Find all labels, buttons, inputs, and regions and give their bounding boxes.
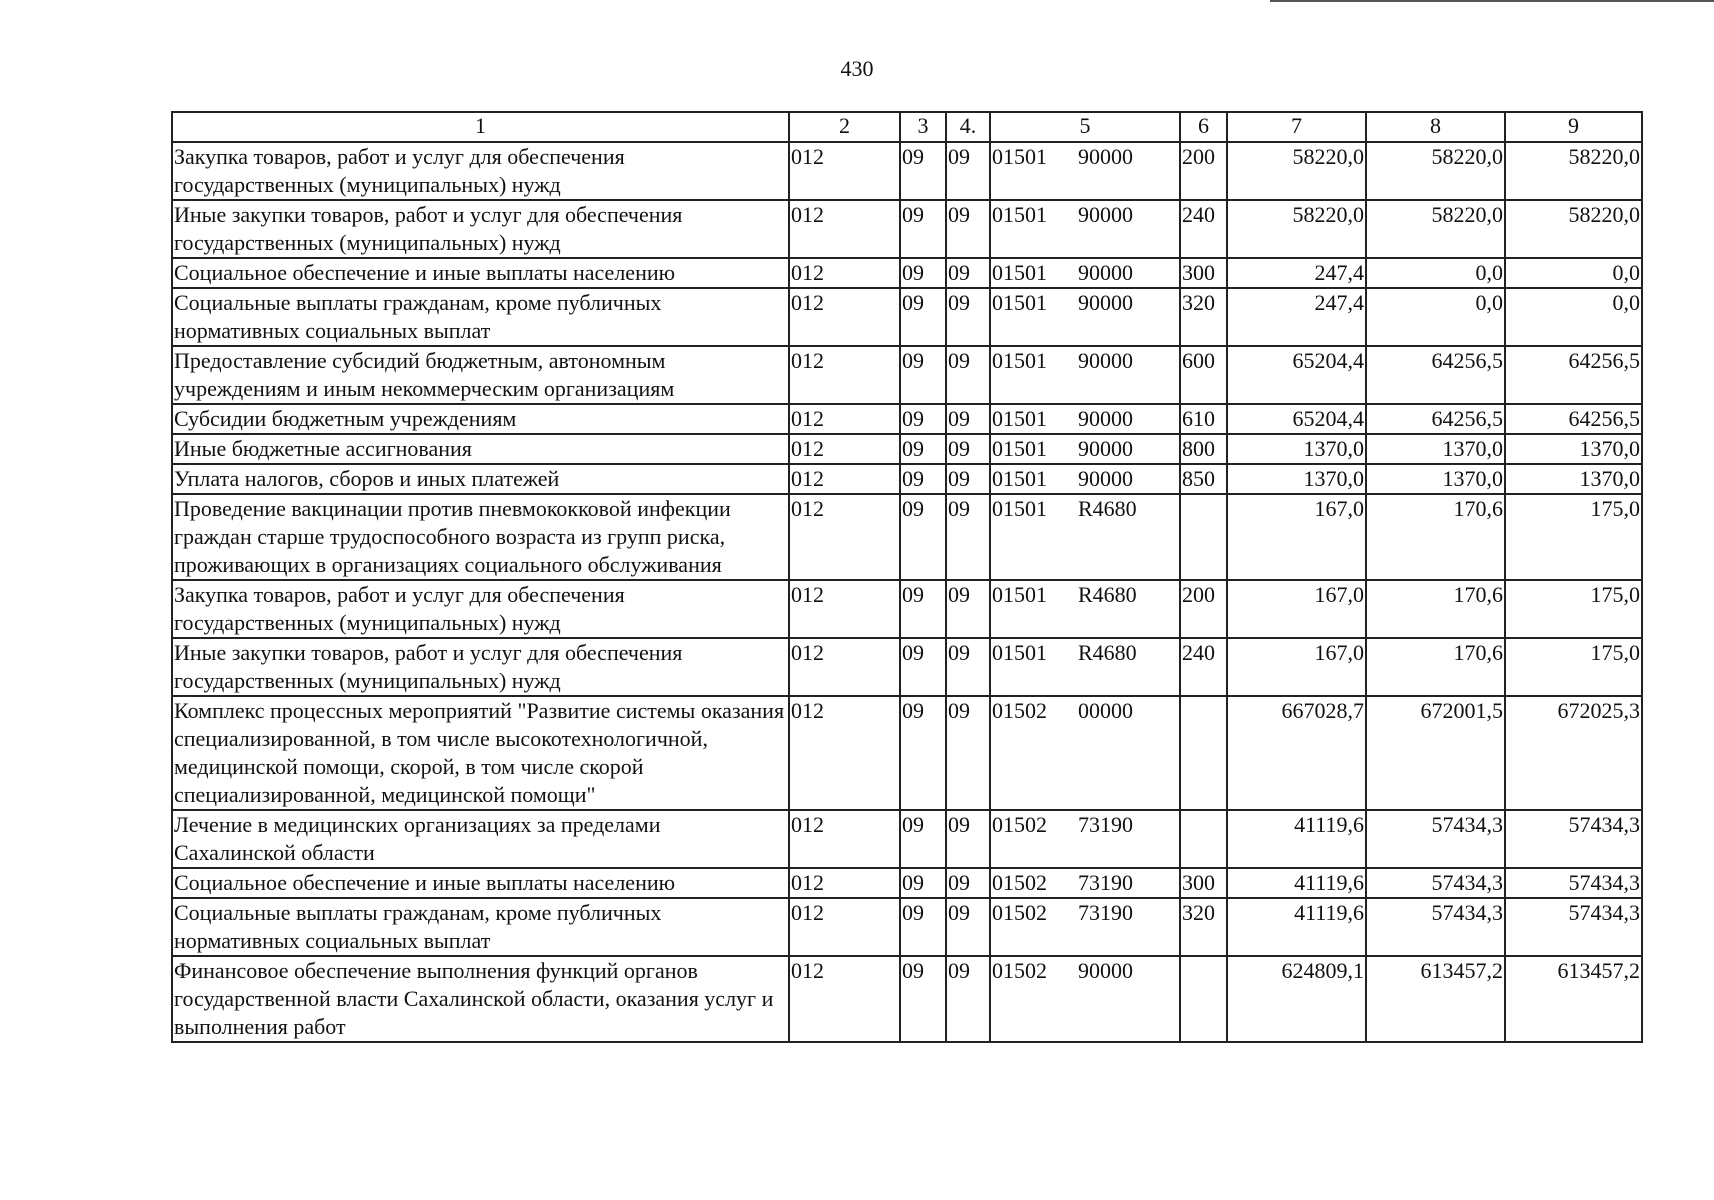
code-section: 09: [900, 898, 946, 956]
target-direction-code: R4680: [1078, 582, 1137, 607]
code-subsection: 09: [946, 898, 990, 956]
code-expense-type: 200: [1180, 580, 1227, 638]
code-target: [990, 142, 1180, 200]
target-program-code: 01502: [992, 958, 1047, 983]
amount-col-7: 58220,0: [1227, 200, 1366, 258]
amount-col-7: 65204,4: [1227, 404, 1366, 434]
amount-col-9: 613457,2: [1505, 956, 1642, 1042]
code-target: [990, 898, 1180, 956]
code-target: [990, 346, 1180, 404]
amount-col-9: 58220,0: [1505, 200, 1642, 258]
amount-col-7: 667028,7: [1227, 696, 1366, 810]
target-program-code: 01502: [992, 698, 1047, 723]
amount-col-9: 0,0: [1505, 288, 1642, 346]
row-name: Субсидии бюджетным учреждениям: [172, 404, 789, 434]
amount-col-8: 57434,3: [1366, 868, 1505, 898]
code-subsection: 09: [946, 696, 990, 810]
code-subsection: 09: [946, 494, 990, 580]
table-body: [172, 142, 1642, 1042]
budget-table: [171, 111, 1643, 1043]
amount-col-8: 1370,0: [1366, 464, 1505, 494]
amount-col-7: 247,4: [1227, 288, 1366, 346]
row-name: Закупка товаров, работ и услуг для обеспечения государственных (муниципальных) нужд: [172, 580, 789, 638]
code-target: [990, 200, 1180, 258]
target-direction-code: 90000: [1078, 348, 1133, 373]
code-admin: 012: [789, 346, 900, 404]
code-subsection: 09: [946, 434, 990, 464]
row-name: Проведение вакцинации против пневмококковой инфекции граждан старше трудоспособного возраста из групп риска, проживающих в организациях социального обслуживания: [172, 494, 789, 580]
amount-col-7: 624809,1: [1227, 956, 1366, 1042]
code-section: 09: [900, 638, 946, 696]
table-row: [172, 142, 1642, 200]
target-direction-code: 90000: [1078, 290, 1133, 315]
row-name: Социальное обеспечение и иные выплаты населению: [172, 868, 789, 898]
code-admin: 012: [789, 696, 900, 810]
row-name: Предоставление субсидий бюджетным, автономным учреждениям и иным некоммерческим организациям: [172, 346, 789, 404]
code-admin: 012: [789, 434, 900, 464]
row-name: Социальное обеспечение и иные выплаты населению: [172, 258, 789, 288]
row-name: Социальные выплаты гражданам, кроме публичных нормативных социальных выплат: [172, 898, 789, 956]
code-expense-type: 850: [1180, 464, 1227, 494]
code-expense-type: [1180, 696, 1227, 810]
code-subsection: 09: [946, 142, 990, 200]
col-header-3: 3: [900, 112, 946, 142]
amount-col-9: 58220,0: [1505, 142, 1642, 200]
amount-col-7: 1370,0: [1227, 434, 1366, 464]
code-subsection: 09: [946, 200, 990, 258]
code-section: 09: [900, 200, 946, 258]
amount-col-8: 170,6: [1366, 580, 1505, 638]
code-admin: 012: [789, 464, 900, 494]
code-section: 09: [900, 434, 946, 464]
code-subsection: 09: [946, 404, 990, 434]
code-subsection: 09: [946, 580, 990, 638]
table-row: [172, 200, 1642, 258]
row-name: Социальные выплаты гражданам, кроме публичных нормативных социальных выплат: [172, 288, 789, 346]
row-name: Закупка товаров, работ и услуг для обеспечения государственных (муниципальных) нужд: [172, 142, 789, 200]
target-program-code: 01502: [992, 870, 1047, 895]
amount-col-9: 1370,0: [1505, 434, 1642, 464]
target-direction-code: 73190: [1078, 900, 1133, 925]
code-expense-type: [1180, 810, 1227, 868]
target-program-code: 01501: [992, 436, 1047, 461]
code-subsection: 09: [946, 258, 990, 288]
code-target: [990, 494, 1180, 580]
amount-col-9: 64256,5: [1505, 404, 1642, 434]
table-row: [172, 810, 1642, 868]
row-name: Иные бюджетные ассигнования: [172, 434, 789, 464]
col-header-4: 4.: [946, 112, 990, 142]
amount-col-8: 1370,0: [1366, 434, 1505, 464]
code-expense-type: [1180, 956, 1227, 1042]
row-name: Финансовое обеспечение выполнения функций органов государственной власти Сахалинской области, оказания услуг и выполнения работ: [172, 956, 789, 1042]
code-target: [990, 696, 1180, 810]
code-admin: 012: [789, 404, 900, 434]
target-program-code: 01501: [992, 640, 1047, 665]
code-section: 09: [900, 696, 946, 810]
code-subsection: 09: [946, 464, 990, 494]
scan-edge-line: [1270, 0, 1714, 2]
amount-col-9: 672025,3: [1505, 696, 1642, 810]
code-expense-type: 600: [1180, 346, 1227, 404]
code-expense-type: 800: [1180, 434, 1227, 464]
code-admin: 012: [789, 898, 900, 956]
target-direction-code: 00000: [1078, 698, 1133, 723]
target-direction-code: 90000: [1078, 202, 1133, 227]
code-section: 09: [900, 810, 946, 868]
target-program-code: 01501: [992, 582, 1047, 607]
target-program-code: 01501: [992, 348, 1047, 373]
table-row: [172, 494, 1642, 580]
table-row: [172, 868, 1642, 898]
code-subsection: 09: [946, 956, 990, 1042]
amount-col-9: 57434,3: [1505, 898, 1642, 956]
amount-col-8: 170,6: [1366, 638, 1505, 696]
amount-col-7: 41119,6: [1227, 810, 1366, 868]
code-subsection: 09: [946, 288, 990, 346]
code-expense-type: 300: [1180, 868, 1227, 898]
amount-col-8: 170,6: [1366, 494, 1505, 580]
target-program-code: 01502: [992, 812, 1047, 837]
col-header-2: 2: [789, 112, 900, 142]
col-header-5: 5: [990, 112, 1180, 142]
amount-col-9: 175,0: [1505, 494, 1642, 580]
code-admin: 012: [789, 288, 900, 346]
code-admin: 012: [789, 258, 900, 288]
code-expense-type: 320: [1180, 288, 1227, 346]
amount-col-7: 58220,0: [1227, 142, 1366, 200]
code-subsection: 09: [946, 868, 990, 898]
target-program-code: 01501: [992, 260, 1047, 285]
code-subsection: 09: [946, 810, 990, 868]
col-header-9: 9: [1505, 112, 1642, 142]
code-expense-type: 240: [1180, 200, 1227, 258]
code-section: 09: [900, 142, 946, 200]
table-row: [172, 434, 1642, 464]
code-subsection: 09: [946, 638, 990, 696]
page-number: 430: [840, 56, 874, 81]
code-admin: 012: [789, 494, 900, 580]
amount-col-8: 64256,5: [1366, 404, 1505, 434]
target-program-code: 01501: [992, 496, 1047, 521]
code-target: [990, 956, 1180, 1042]
table-row: [172, 898, 1642, 956]
code-target: [990, 258, 1180, 288]
amount-col-8: 58220,0: [1366, 142, 1505, 200]
row-name: Иные закупки товаров, работ и услуг для обеспечения государственных (муниципальных) нужд: [172, 200, 789, 258]
amount-col-8: 58220,0: [1366, 200, 1505, 258]
target-direction-code: 90000: [1078, 406, 1133, 431]
code-section: 09: [900, 464, 946, 494]
target-program-code: 01501: [992, 144, 1047, 169]
code-admin: 012: [789, 810, 900, 868]
amount-col-9: 175,0: [1505, 638, 1642, 696]
code-expense-type: 610: [1180, 404, 1227, 434]
code-target: [990, 404, 1180, 434]
amount-col-7: 167,0: [1227, 580, 1366, 638]
target-direction-code: R4680: [1078, 640, 1137, 665]
col-header-1: 1: [172, 112, 789, 142]
col-header-7: 7: [1227, 112, 1366, 142]
code-target: [990, 434, 1180, 464]
code-expense-type: 240: [1180, 638, 1227, 696]
code-admin: 012: [789, 142, 900, 200]
amount-col-7: 247,4: [1227, 258, 1366, 288]
amount-col-9: 57434,3: [1505, 868, 1642, 898]
target-direction-code: 90000: [1078, 260, 1133, 285]
code-section: 09: [900, 258, 946, 288]
table-row: [172, 464, 1642, 494]
code-section: 09: [900, 868, 946, 898]
code-admin: 012: [789, 200, 900, 258]
amount-col-7: 41119,6: [1227, 868, 1366, 898]
row-name: Комплекс процессных мероприятий "Развитие системы оказания специализированной, в том числе высокотехнологичной, медицинской помощи, скорой, в том числе скорой специализированной, медицинской помощи": [172, 696, 789, 810]
code-admin: 012: [789, 868, 900, 898]
table-row: [172, 346, 1642, 404]
row-name: Лечение в медицинских организациях за пределами Сахалинской области: [172, 810, 789, 868]
target-direction-code: R4680: [1078, 496, 1137, 521]
target-program-code: 01501: [992, 202, 1047, 227]
code-target: [990, 580, 1180, 638]
amount-col-8: 613457,2: [1366, 956, 1505, 1042]
code-admin: 012: [789, 638, 900, 696]
table-row: [172, 696, 1642, 810]
target-program-code: 01501: [992, 290, 1047, 315]
code-section: 09: [900, 494, 946, 580]
code-section: 09: [900, 288, 946, 346]
amount-col-9: 64256,5: [1505, 346, 1642, 404]
target-direction-code: 73190: [1078, 812, 1133, 837]
code-section: 09: [900, 346, 946, 404]
code-subsection: 09: [946, 346, 990, 404]
amount-col-8: 672001,5: [1366, 696, 1505, 810]
amount-col-7: 167,0: [1227, 494, 1366, 580]
amount-col-8: 57434,3: [1366, 810, 1505, 868]
code-expense-type: 200: [1180, 142, 1227, 200]
row-name: Уплата налогов, сборов и иных платежей: [172, 464, 789, 494]
amount-col-8: 64256,5: [1366, 346, 1505, 404]
code-section: 09: [900, 580, 946, 638]
amount-col-8: 0,0: [1366, 258, 1505, 288]
header-row: [172, 112, 1642, 142]
target-direction-code: 90000: [1078, 466, 1133, 491]
table-row: [172, 580, 1642, 638]
code-target: [990, 868, 1180, 898]
col-header-8: 8: [1366, 112, 1505, 142]
row-name: Иные закупки товаров, работ и услуг для обеспечения государственных (муниципальных) нужд: [172, 638, 789, 696]
target-direction-code: 90000: [1078, 144, 1133, 169]
target-direction-code: 73190: [1078, 870, 1133, 895]
col-header-6: 6: [1180, 112, 1227, 142]
amount-col-7: 167,0: [1227, 638, 1366, 696]
target-program-code: 01501: [992, 466, 1047, 491]
code-expense-type: [1180, 494, 1227, 580]
code-section: 09: [900, 404, 946, 434]
table-row: [172, 258, 1642, 288]
table-row: [172, 638, 1642, 696]
table-row: [172, 956, 1642, 1042]
amount-col-7: 65204,4: [1227, 346, 1366, 404]
code-section: 09: [900, 956, 946, 1042]
code-admin: 012: [789, 956, 900, 1042]
code-target: [990, 288, 1180, 346]
table-row: [172, 288, 1642, 346]
amount-col-7: 41119,6: [1227, 898, 1366, 956]
target-direction-code: 90000: [1078, 958, 1133, 983]
target-direction-code: 90000: [1078, 436, 1133, 461]
amount-col-9: 0,0: [1505, 258, 1642, 288]
code-admin: 012: [789, 580, 900, 638]
code-expense-type: 320: [1180, 898, 1227, 956]
amount-col-9: 57434,3: [1505, 810, 1642, 868]
amount-col-8: 57434,3: [1366, 898, 1505, 956]
code-target: [990, 638, 1180, 696]
code-expense-type: 300: [1180, 258, 1227, 288]
amount-col-9: 1370,0: [1505, 464, 1642, 494]
amount-col-9: 175,0: [1505, 580, 1642, 638]
target-program-code: 01501: [992, 406, 1047, 431]
code-target: [990, 810, 1180, 868]
amount-col-8: 0,0: [1366, 288, 1505, 346]
table-row: [172, 404, 1642, 434]
target-program-code: 01502: [992, 900, 1047, 925]
code-target: [990, 464, 1180, 494]
amount-col-7: 1370,0: [1227, 464, 1366, 494]
